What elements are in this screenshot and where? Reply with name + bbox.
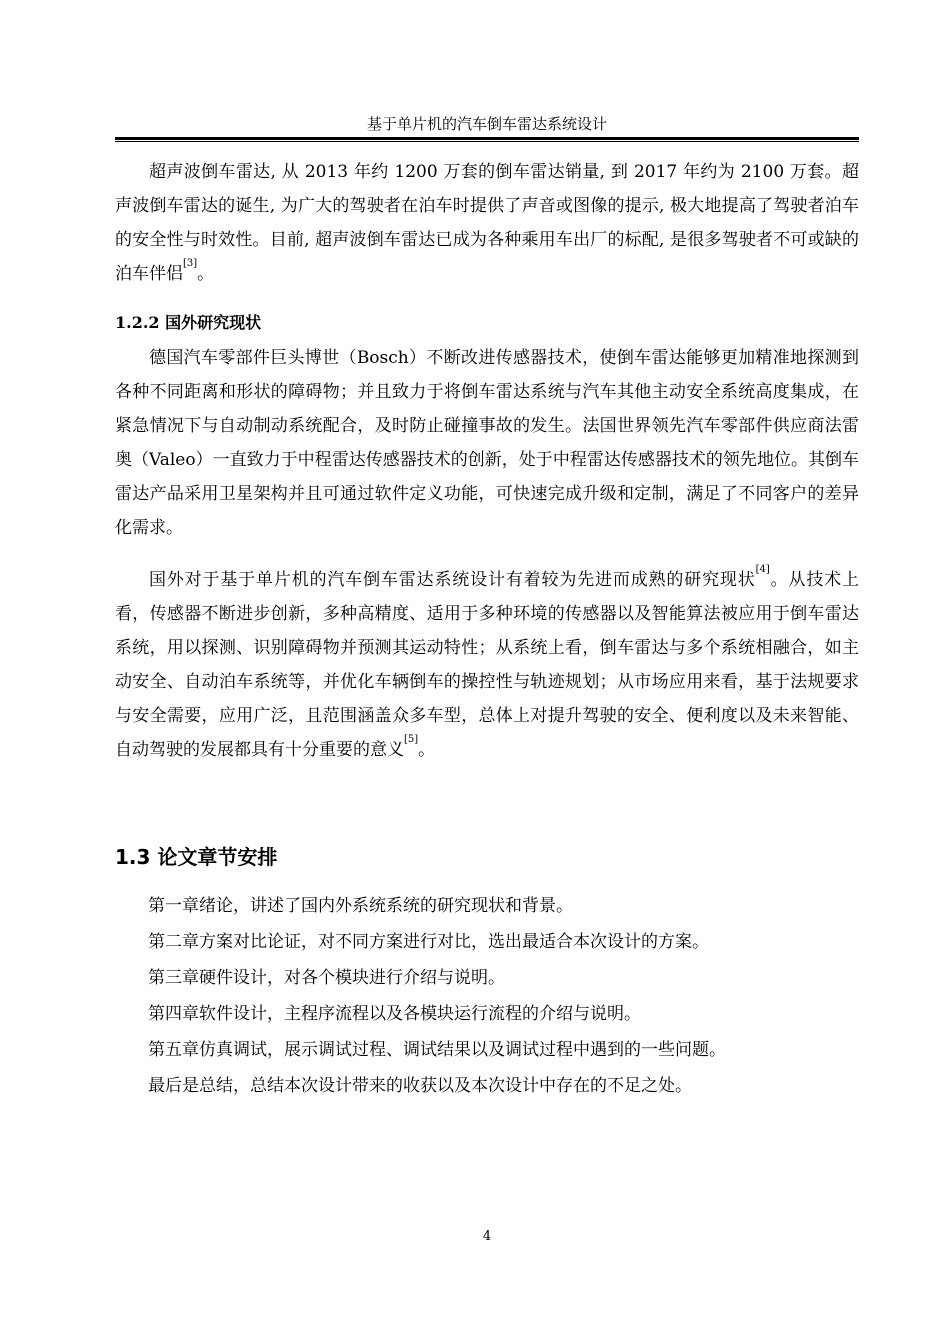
chapter-line-3: 第三章硬件设计，对各个模块进行介绍与说明。 — [148, 968, 505, 988]
page-number: 4 — [482, 1229, 492, 1244]
paragraph-foreign-companies: 德国汽车零部件巨头博世（Bosch）不断改进传感器技术，使倒车雷达能够更加精准地探测到各种不同距离和形状的障碍物；并且致力于将倒车雷达系统与汽车其他主动安全系统高度集成，在紧急情况下与自动制动系统配合，及时防止碰撞事故的发生。法国世界领先汽车零部件供应商法雷奥（Valeo）一直致力于中程雷达传感器技术的创新，处于中程雷达传感器技术的领先地位。其倒车雷达产品采用卫星架构并且可通过软件定义功能，可快速完成升级和定制，满足了不同客户的差异化需求。 — [115, 348, 859, 538]
section-heading-1-2-2: 1.2.2 国外研究现状 — [115, 313, 262, 332]
header-rule-thick — [115, 137, 859, 140]
chapter-line-summary: 最后是总结，总结本次设计带来的收获以及本次设计中存在的不足之处。 — [148, 1076, 692, 1096]
section-heading-1-3: 1.3 论文章节安排 — [115, 845, 278, 869]
header-rule-thin — [115, 141, 859, 142]
chapter-line-5: 第五章仿真调试，展示调试过程、调试结果以及调试过程中遇到的一些问题。 — [148, 1040, 726, 1060]
chapter-line-4: 第四章软件设计，主程序流程以及各模块运行流程的介绍与说明。 — [148, 1004, 641, 1024]
running-header: 基于单片机的汽车倒车雷达系统设计 — [366, 115, 607, 133]
paragraph-domestic-ultrasonic: 超声波倒车雷达, 从 2013 年约 1200 万套的倒车雷达销量, 到 2017 年约为 2100 万套。超声波倒车雷达的诞生, 为广大的驾驶者在泊车时提供了声音或图像的提示, 极大地提高了驾驶者泊车的安全性与时效性。目前, 超声波倒车雷达已成为各种乘用车出厂的标配, 是很多驾驶者不可或缺的泊车伴侣[3]。 — [115, 162, 859, 284]
paragraph-foreign-status: 国外对于基于单片机的汽车倒车雷达系统设计有着较为先进而成熟的研究现状[4]。从技术上看，传感器不断进步创新，多种高精度、适用于多种环境的传感器以及智能算法被应用于倒车雷达系统，用以探测、识别障碍物并预测其运动特性；从系统上看，倒车雷达与多个系统相融合，如主动安全、自动泊车系统等，并优化车辆倒车的操控性与轨迹规划；从市场应用来看，基于法规要求与安全需要，应用广泛，且范围涵盖众多车型，总体上对提升驾驶的安全、便利度以及未来智能、自动驾驶的发展都具有十分重要的意义[5]。 — [115, 564, 860, 760]
chapter-line-1: 第一章绪论，讲述了国内外系统系统的研究现状和背景。 — [148, 896, 573, 916]
chapter-line-2: 第二章方案对比论证，对不同方案进行对比，选出最适合本次设计的方案。 — [148, 932, 709, 952]
citation-4: [4] — [755, 564, 770, 575]
citation-3: [3] — [183, 258, 198, 269]
citation-5: [5] — [404, 734, 419, 745]
